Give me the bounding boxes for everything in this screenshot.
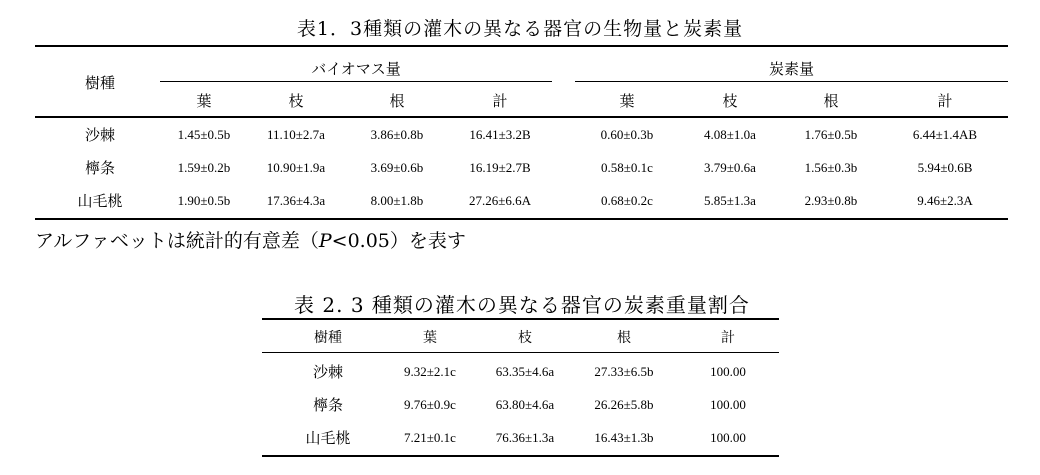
table2-row2-leaf: 9.76±0.9c: [404, 397, 456, 412]
table2-root-header: 根: [617, 330, 631, 346]
table1-row2-biomass-total: 16.19±2.7B: [469, 160, 531, 175]
table1-row3-biomass-root: 8.00±1.8b: [370, 193, 424, 208]
table1-row1-biomass-leaf: 1.45±0.5b: [177, 127, 231, 142]
table1-title: 表1．3種類の灌木の異なる器官の生物量と炭素量: [296, 18, 744, 40]
table1-species-header: 樹種: [84, 74, 115, 92]
table1-row3-carbon-root: 2.93±0.8b: [804, 193, 858, 208]
table1-row1-species: 沙棘: [84, 126, 115, 144]
table1-row2-biomass-branch: 10.90±1.9a: [266, 160, 326, 175]
table1-group-biomass: バイオマス量: [311, 60, 401, 78]
table1-bottom-rule: [35, 218, 1008, 220]
table1-row1-carbon-branch: 4.08±1.0a: [704, 127, 756, 142]
table2-row3-leaf: 7.21±0.1c: [404, 430, 456, 445]
table1-carbon-leaf-header: 葉: [619, 92, 635, 110]
table2-row3-branch: 76.36±1.3a: [495, 430, 555, 445]
table2-top-rule: [262, 318, 779, 320]
table2-row1-leaf: 9.32±2.1c: [404, 364, 456, 379]
table2-title: 表 2. 3 種類の灌木の異なる器官の炭素重量割合: [294, 293, 750, 317]
note-prefix: アルファベットは統計的有意差（: [35, 230, 319, 252]
table2-row2-total: 100.00: [710, 397, 746, 412]
table1-row1-biomass-branch: 11.10±2.7a: [267, 127, 325, 142]
table1-row2-biomass-leaf: 1.59±0.2b: [177, 160, 231, 175]
table1-top-rule: [35, 45, 1008, 47]
table2-row1-species: 沙棘: [312, 363, 343, 381]
table2-row3-total: 100.00: [710, 430, 746, 445]
table2-row3-species: 山毛桃: [305, 429, 351, 447]
table1-header-rule: [35, 116, 1008, 118]
table2-header-rule: [262, 352, 779, 353]
table2-row3-root: 16.43±1.3b: [594, 430, 654, 445]
table1-row1-biomass-root: 3.86±0.8b: [370, 127, 424, 142]
table1-row3-biomass-branch: 17.36±4.3a: [266, 193, 326, 208]
table1-biomass-total-header: 計: [492, 92, 508, 110]
table1-row3-carbon-total: 9.46±2.3A: [917, 193, 973, 208]
table1-row1-biomass-total: 16.41±3.2B: [469, 127, 531, 142]
table2-total-header: 計: [721, 330, 735, 346]
table2-row1-root: 27.33±6.5b: [594, 364, 654, 379]
table1-biomass-branch-header: 枝: [288, 92, 304, 110]
table2-row2-root: 26.26±5.8b: [594, 397, 654, 412]
table1-row3-biomass-total: 27.26±6.6A: [468, 193, 532, 208]
table1-row2-biomass-root: 3.69±0.6b: [370, 160, 424, 175]
note-suffix: <0.05）を表す: [331, 230, 466, 252]
table1-row2-carbon-root: 1.56±0.3b: [804, 160, 858, 175]
table1-row2-species: 檸条: [84, 159, 115, 177]
table1-biomass-rule: [160, 81, 552, 82]
table1-row1-carbon-total: 6.44±1.4AB: [912, 127, 978, 142]
table2-species-header: 樹種: [314, 330, 342, 346]
table1-row2-carbon-branch: 3.79±0.6a: [704, 160, 756, 175]
table1-row2-carbon-leaf: 0.58±0.1c: [601, 160, 653, 175]
table1-carbon-total-header: 計: [937, 92, 953, 110]
table2-row1-branch: 63.35±4.6a: [495, 364, 555, 379]
table1-row2-carbon-total: 5.94±0.6B: [917, 160, 973, 175]
table1-biomass-root-header: 根: [389, 92, 405, 110]
table2-row1-total: 100.00: [710, 364, 746, 379]
table1-biomass-leaf-header: 葉: [196, 92, 212, 110]
table2-bottom-rule: [262, 455, 779, 457]
table2-branch-header: 枝: [518, 330, 532, 346]
table1-carbon-branch-header: 枝: [722, 92, 738, 110]
table1-row3-biomass-leaf: 1.90±0.5b: [177, 193, 231, 208]
table2-row2-species: 檸条: [312, 396, 343, 414]
table1-carbon-rule: [575, 81, 1008, 82]
table1-row3-carbon-branch: 5.85±1.3a: [704, 193, 756, 208]
table1-row3-carbon-leaf: 0.68±0.2c: [601, 193, 653, 208]
table1-row1-carbon-root: 1.76±0.5b: [804, 127, 858, 142]
note-p-symbol: P: [318, 230, 332, 252]
table1-significance-note: [35, 226, 466, 253]
table2-row2-branch: 63.80±4.6a: [495, 397, 555, 412]
table1-row1-carbon-leaf: 0.60±0.3b: [600, 127, 654, 142]
table2-leaf-header: 葉: [423, 330, 437, 346]
table1-row3-species: 山毛桃: [77, 192, 123, 210]
table1-group-carbon: 炭素量: [768, 60, 814, 78]
table1-carbon-root-header: 根: [823, 92, 839, 110]
